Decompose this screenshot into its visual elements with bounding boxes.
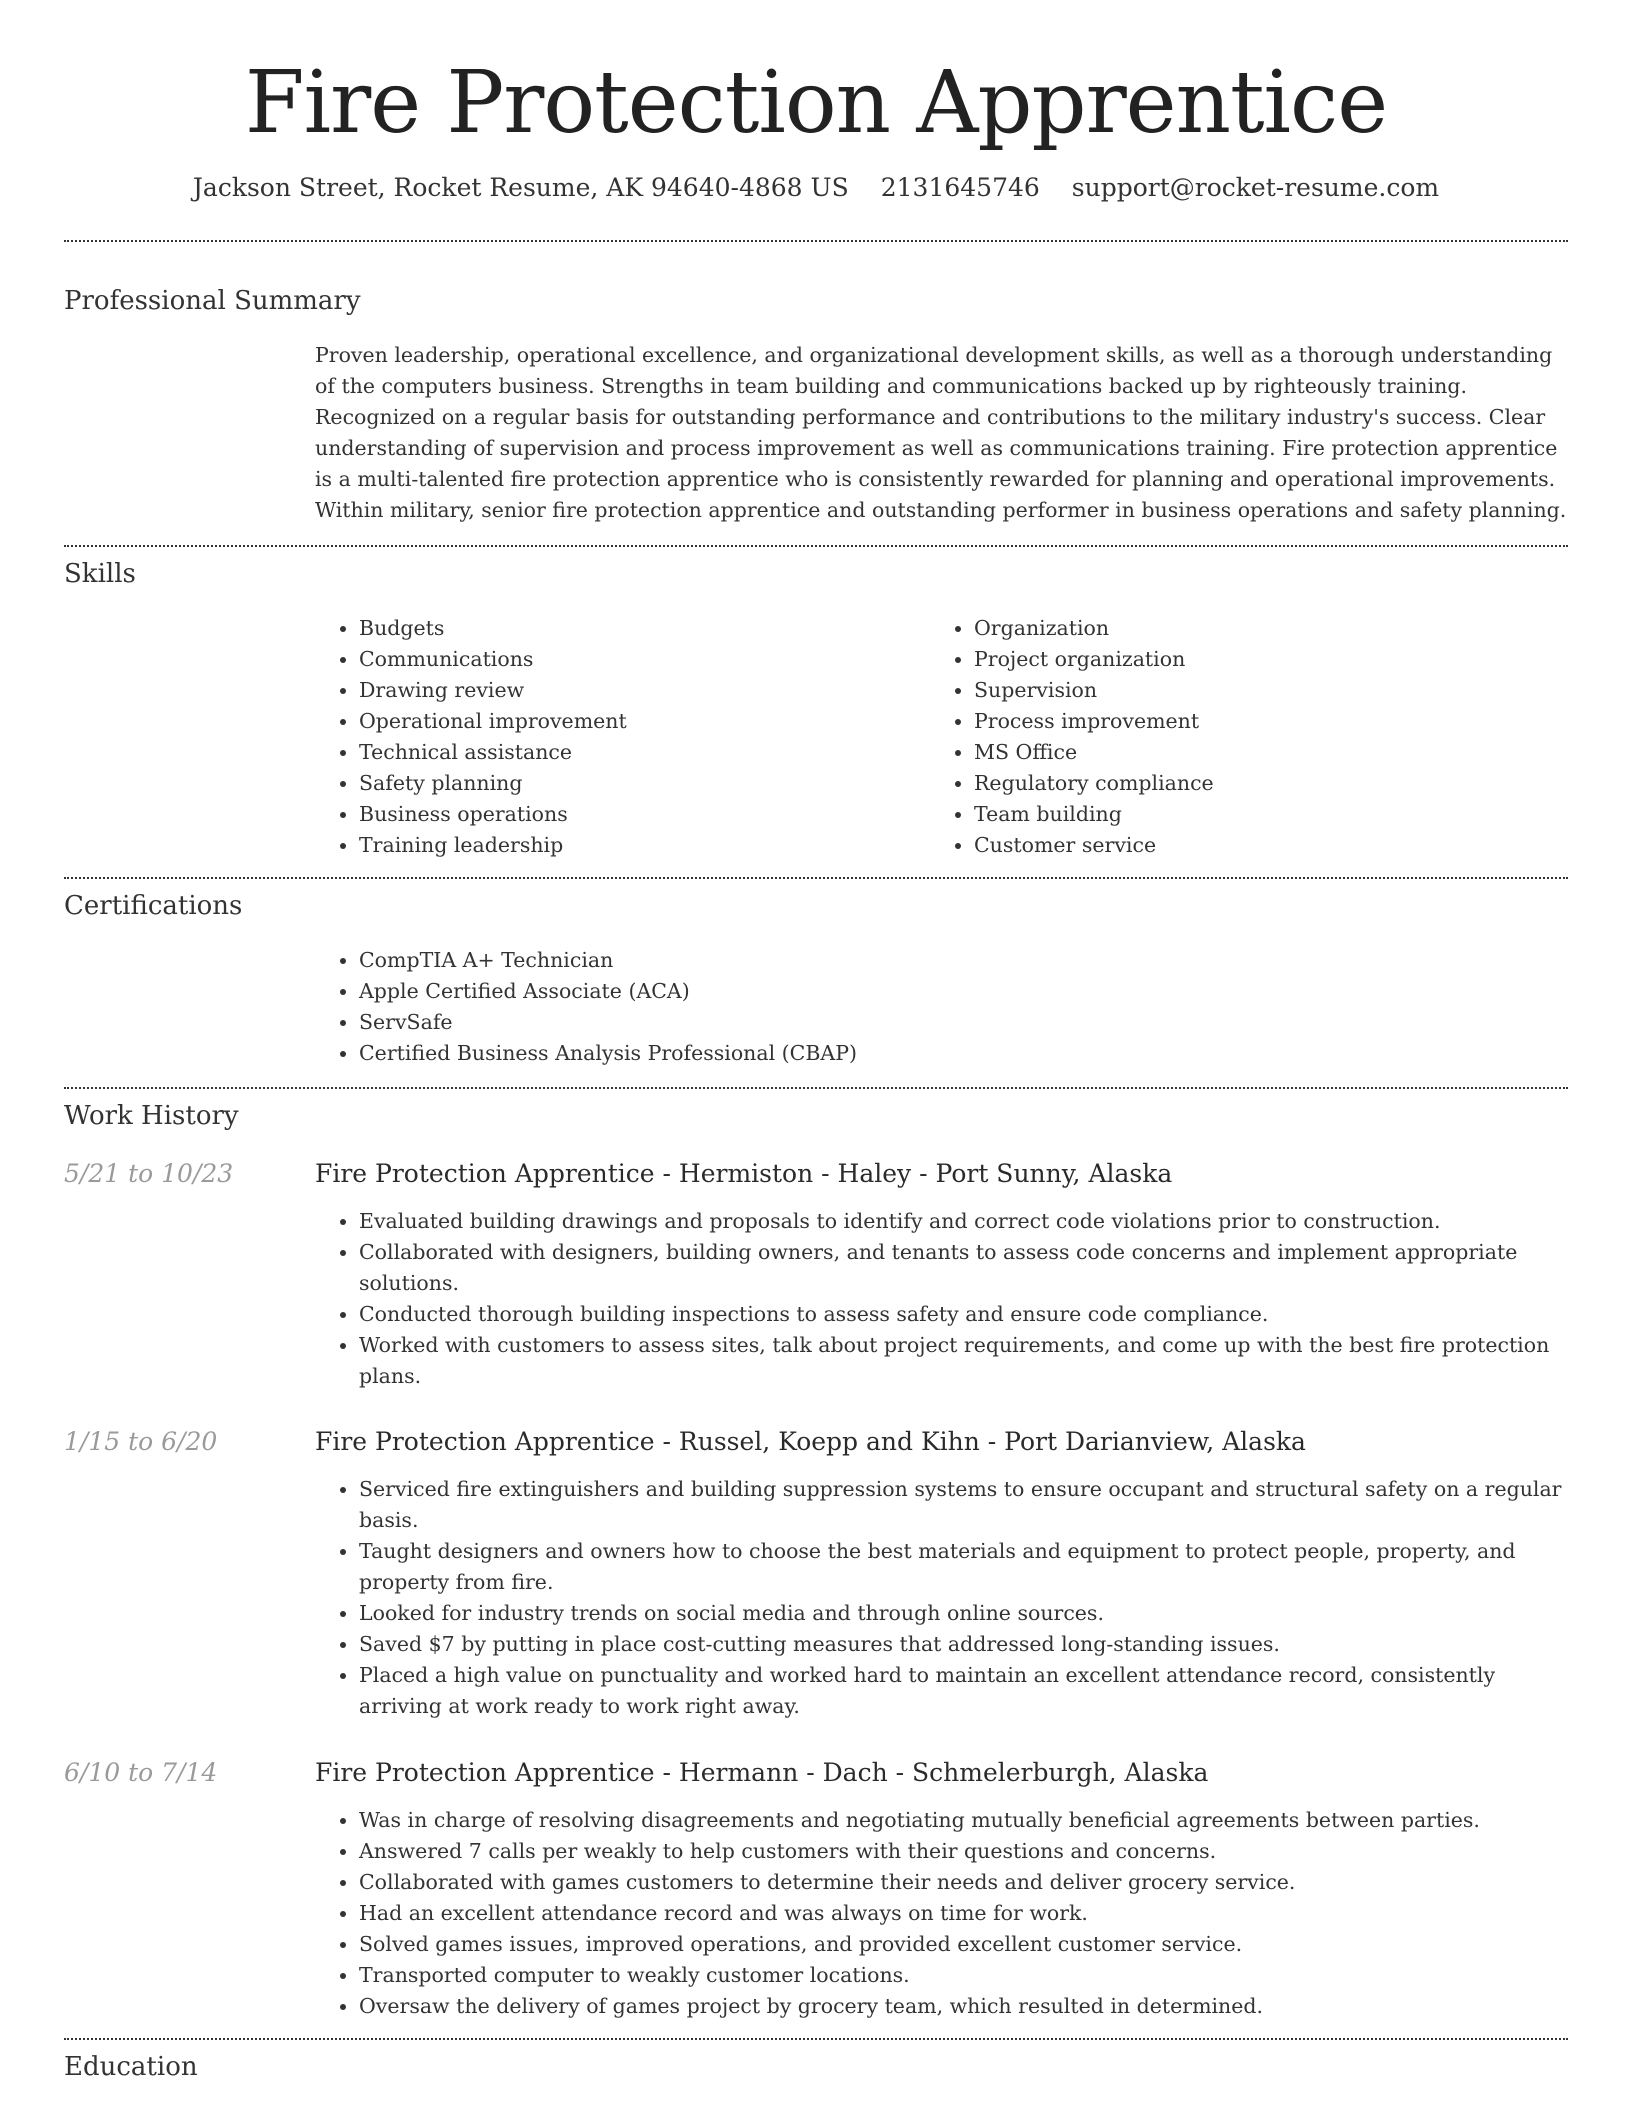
section-title-work-history: Work History bbox=[64, 1101, 239, 1131]
skill-item: • Supervision bbox=[974, 675, 1574, 706]
skill-item: • Budgets bbox=[359, 613, 919, 644]
skill-item: • Training leadership bbox=[359, 830, 919, 861]
job-bullet: • Placed a high value on punctuality and worked hard to maintain an excellent attendance record, consistently arriving at work ready to work right away. bbox=[359, 1660, 1570, 1722]
job-bullet: • Evaluated building drawings and proposals to identify and correct code violations prior to construction. bbox=[359, 1206, 1570, 1237]
job-bullets bbox=[315, 1206, 1570, 1392]
job-bullet: • Collaborated with games customers to determine their needs and deliver grocery service. bbox=[359, 1867, 1570, 1898]
job-bullet: • Saved $7 by putting in place cost-cutting measures that addressed long-standing issues. bbox=[359, 1629, 1570, 1660]
skill-item: • Safety planning bbox=[359, 768, 919, 799]
job-dates: 6/10 to 7/14 bbox=[64, 1758, 218, 1787]
divider bbox=[64, 1087, 1568, 1089]
divider bbox=[64, 545, 1568, 547]
section-title-skills: Skills bbox=[64, 559, 136, 589]
job-bullet: • Was in charge of resolving disagreements and negotiating mutually beneficial agreements between parties. bbox=[359, 1805, 1570, 1836]
candidate-name: Fire Protection Apprentice bbox=[244, 53, 1388, 153]
skill-item: • Communications bbox=[359, 644, 919, 675]
contact-phone: 2131645746 bbox=[880, 173, 1040, 202]
section-title-education: Education bbox=[64, 2052, 198, 2082]
skill-item: • MS Office bbox=[974, 737, 1574, 768]
section-title-certifications: Certifications bbox=[64, 891, 243, 921]
job-bullets bbox=[315, 1474, 1570, 1722]
contact-address: Jackson Street, Rocket Resume, AK 94640-4868 US bbox=[192, 173, 849, 202]
skill-item: • Project organization bbox=[974, 644, 1574, 675]
certification-item: • CompTIA A+ Technician bbox=[359, 945, 1559, 976]
skill-item: • Business operations bbox=[359, 799, 919, 830]
skill-item: • Organization bbox=[974, 613, 1574, 644]
job-bullet: • Serviced fire extinguishers and building suppression systems to ensure occupant and structural safety on a regular basis. bbox=[359, 1474, 1570, 1536]
skills-list-left bbox=[315, 613, 919, 861]
job-bullet: • Oversaw the delivery of games project by grocery team, which resulted in determined. bbox=[359, 1991, 1570, 2022]
job-bullets bbox=[315, 1805, 1570, 2022]
job-bullet: • Taught designers and owners how to choose the best materials and equipment to protect people, property, and property from fire. bbox=[359, 1536, 1570, 1598]
skill-item: • Process improvement bbox=[974, 706, 1574, 737]
skill-item: • Technical assistance bbox=[359, 737, 919, 768]
skills-list-right bbox=[930, 613, 1574, 861]
job-bullet: • Transported computer to weakly customer locations. bbox=[359, 1960, 1570, 1991]
job-bullet: • Worked with customers to assess sites, talk about project requirements, and come up with the best fire protection plans. bbox=[359, 1330, 1570, 1392]
job-bullet: • Conducted thorough building inspections to assess safety and ensure code compliance. bbox=[359, 1299, 1570, 1330]
job-dates: 1/15 to 6/20 bbox=[64, 1427, 218, 1456]
certifications-list bbox=[315, 945, 1559, 1069]
job-bullet: • Answered 7 calls per weakly to help customers with their questions and concerns. bbox=[359, 1836, 1570, 1867]
divider bbox=[64, 877, 1568, 879]
job-title: Fire Protection Apprentice - Hermann - Dach - Schmelerburgh, Alaska bbox=[315, 1758, 1209, 1787]
section-title-summary: Professional Summary bbox=[64, 286, 361, 316]
job-title: Fire Protection Apprentice - Hermiston - Haley - Port Sunny, Alaska bbox=[315, 1159, 1173, 1188]
skill-item: • Customer service bbox=[974, 830, 1574, 861]
skill-item: • Team building bbox=[974, 799, 1574, 830]
skill-item: • Regulatory compliance bbox=[974, 768, 1574, 799]
certification-item: • Apple Certified Associate (ACA) bbox=[359, 976, 1559, 1007]
contact-email[interactable]: support@rocket-resume.com bbox=[1071, 173, 1440, 202]
certification-item: • ServSafe bbox=[359, 1007, 1559, 1038]
job-bullet: • Collaborated with designers, building owners, and tenants to assess code concerns and implement appropriate solutions. bbox=[359, 1237, 1570, 1299]
job-bullet: • Looked for industry trends on social media and through online sources. bbox=[359, 1598, 1570, 1629]
job-bullet: • Solved games issues, improved operations, and provided excellent customer service. bbox=[359, 1929, 1570, 1960]
divider bbox=[64, 240, 1568, 242]
skill-item: • Operational improvement bbox=[359, 706, 919, 737]
certification-item: • Certified Business Analysis Professional (CBAP) bbox=[359, 1038, 1559, 1069]
skill-item: • Drawing review bbox=[359, 675, 919, 706]
contact-line bbox=[0, 170, 1632, 206]
job-bullet: • Had an excellent attendance record and was always on time for work. bbox=[359, 1898, 1570, 1929]
job-title: Fire Protection Apprentice - Russel, Koepp and Kihn - Port Darianview, Alaska bbox=[315, 1427, 1306, 1456]
job-dates: 5/21 to 10/23 bbox=[64, 1159, 234, 1188]
divider bbox=[64, 2038, 1568, 2040]
summary-text: Proven leadership, operational excellence, and organizational development skills, as well as a thorough understanding of the computers business. Strengths in team building and communications backed up by righteously training. Recognized on a regular basis for outstanding performance and contributions to the military industry's success. Clear understanding of supervision and process improvement as well as communications training. Fire protection apprentice is a multi-talented fire protection apprentice who is consistently rewarded for planning and operational improvements. Within military, senior fire protection apprentice and outstanding performer in business operations and safety planning. bbox=[315, 343, 1567, 522]
